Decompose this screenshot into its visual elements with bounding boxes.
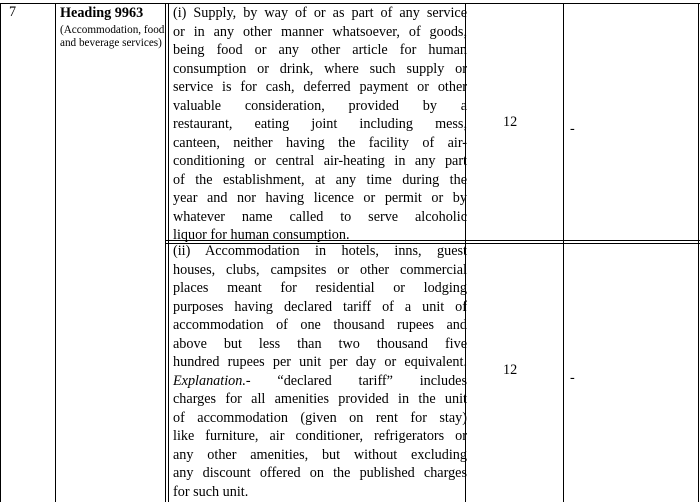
col-divider-2b: [168, 3, 169, 502]
item-1-rate: 12: [503, 114, 518, 130]
item-1-line: canteen, neither having the facility of air-: [173, 134, 467, 151]
item-1-condition: -: [570, 121, 575, 137]
item-2-description: [173, 242, 467, 501]
item-2-line: places meant for residential or lodging: [173, 280, 467, 296]
table-border-right: [698, 3, 699, 502]
item-2-line: any discount offered on the published charges: [173, 465, 467, 481]
item-1-line: consumption or drink, where such supply or: [173, 60, 467, 77]
item-2-line: hundred rupees per unit per day or equivalent.: [173, 354, 467, 370]
explanation-label: Explanation.-: [173, 372, 251, 389]
item-1-line: liquor for human consumption.: [173, 227, 350, 243]
item-2-line: above but less than two thousand five: [173, 335, 467, 352]
item-2-line: charges for all amenities provided in the unit: [173, 391, 467, 407]
item-1-description: [173, 4, 467, 245]
item-2-line: houses, clubs, campsites or other commercial: [173, 261, 467, 278]
item-2-line: purposes having declared tariff of a unit of: [173, 298, 467, 315]
item-2-line: any other amenities, but without excluding: [173, 446, 467, 463]
item-1-line: year and nor having licence or permit or by: [173, 190, 467, 206]
item-2-line: of accommodation (given on rent for stay): [173, 409, 467, 426]
item-2-condition: -: [570, 370, 575, 386]
item-1-line: being food or any other article for human: [173, 42, 467, 58]
explanation-text: “declared tariff” includes: [250, 372, 467, 389]
item-1-line: service is for cash, deferred payment or other: [173, 79, 467, 95]
item-1-line: valuable consideration, provided by a: [173, 97, 467, 114]
item-1-line: of the establishment, at any time during the: [173, 171, 467, 188]
item-2-line: like furniture, air conditioner, refrigerators or: [173, 428, 467, 444]
item-2-explanation-line: [173, 372, 467, 391]
col-divider-4: [563, 3, 564, 502]
item-2-line: for such unit.: [173, 483, 249, 500]
item-1-line: whatever name called to serve alcoholic: [173, 208, 467, 225]
heading-description: (Accommodation, food and beverage services): [60, 24, 165, 49]
serial-number: 7: [9, 4, 17, 20]
col-divider-1: [55, 3, 56, 502]
item-1-line: conditioning or central air-heating in any part: [173, 153, 467, 169]
item-1-line: or in any other manner whatsoever, of goods,: [173, 23, 467, 40]
col-divider-2: [165, 3, 166, 502]
item-2-line: accommodation of one thousand rupees and: [173, 317, 467, 333]
item-1-line: restaurant, eating joint including mess,: [173, 116, 467, 132]
table-border-left: [0, 3, 1, 502]
item-2-rate: 12: [503, 362, 518, 378]
item-2-line: (ii) Accommodation in hotels, inns, guest: [173, 243, 467, 259]
heading-title: Heading 9963: [60, 5, 144, 21]
item-1-line: (i) Supply, by way of or as part of any service: [173, 5, 467, 21]
